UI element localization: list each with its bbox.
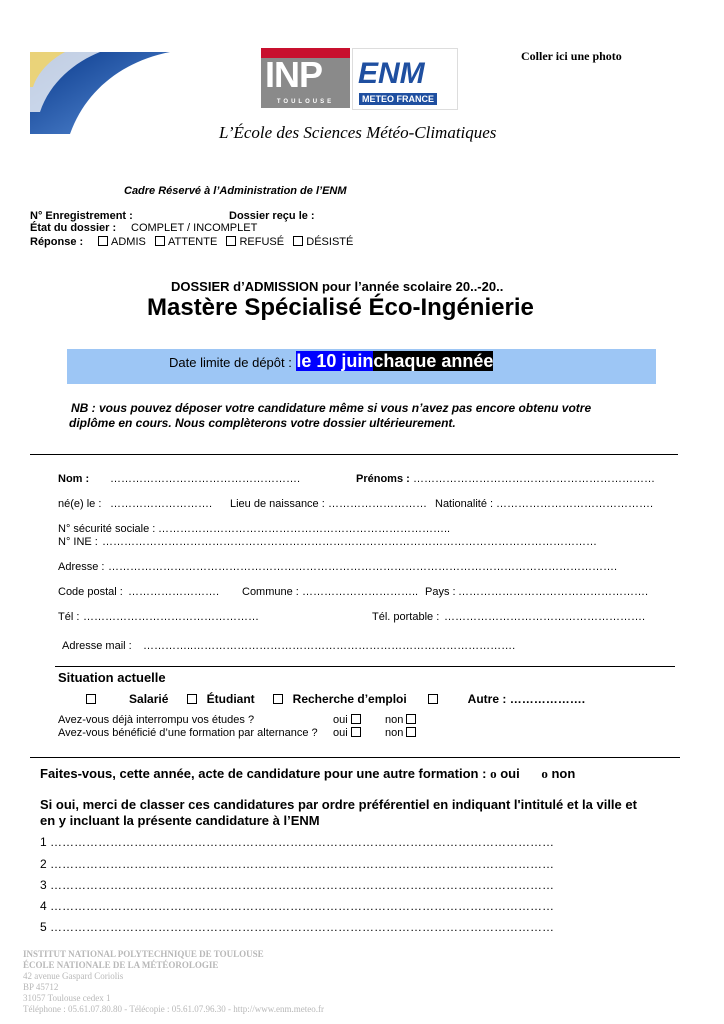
deadline-suffix: chaque année [373,351,494,371]
enm-logo-text: ENM [358,57,425,90]
ranking-field: ……………………………………………………………………………………………………………… [50,920,555,934]
ranking-line-2[interactable] [40,857,554,871]
radio-icon: o [490,766,497,781]
ine-field[interactable]: ……………………………………………………………………………………………………………………… [102,536,597,548]
footer-line-3: 42 avenue Gaspard Coriolis [23,971,124,981]
checkbox-icon [428,694,438,704]
instruction-line-2: en y incluant la présente candidature à l’ENM [40,813,320,828]
interrupted-non[interactable] [385,714,419,726]
divider [55,666,675,667]
postal-code-label: Code postal : [58,586,123,598]
other-question [40,766,575,782]
other-non-label: non [551,766,576,781]
email-field[interactable]: …………..……………………………………………………………………………. [143,640,516,652]
status-value: COMPLET / INCOMPLET [131,222,258,234]
ranking-field: ……………………………………………………………………………………………………………… [50,857,555,871]
inp-logo-text: INP [265,54,323,95]
checkbox-icon [351,727,361,737]
email-label: Adresse mail : [62,640,132,652]
situation-autre[interactable] [428,692,585,706]
response-admis-label: ADMIS [111,236,146,248]
country-label: Pays : [425,586,456,598]
nom-field[interactable]: ……………………………………………. [110,473,301,485]
ranking-field: ……………………………………………………………………………………………………………… [50,835,555,849]
deadline-label: Date limite de dépôt : [169,355,292,370]
inp-logo-subtext: TOULOUSE [276,99,335,105]
swirl-logo [30,52,175,137]
response-attente[interactable] [155,236,217,248]
response-desiste-label: DÉSISTÉ [306,236,354,248]
response-refuse[interactable] [226,236,284,248]
ranking-number: 5 [40,920,47,934]
ranking-line-3[interactable] [40,878,554,892]
checkbox-icon [155,236,165,246]
inp-logo [261,48,350,108]
nationality-field[interactable]: ……………………………………. [496,498,654,510]
page-title: Mastère Spécialisé Éco-Ingénierie [147,294,534,321]
mobile-field[interactable]: ………………………………………………. [444,611,646,623]
admin-title: Cadre Réservé à l’Administration de l’ENM [124,185,347,197]
prenoms-field[interactable]: ………………………………………………………… [413,473,655,485]
phone-field[interactable]: ………………………………………… [83,611,259,623]
city-label: Commune : [242,586,299,598]
response-attente-label: ATTENTE [168,236,218,248]
secu-label: N° sécurité sociale : [58,523,156,535]
birthplace-field[interactable]: ……………………… [328,498,427,510]
ranking-line-4[interactable] [40,899,554,913]
alternance-oui[interactable] [333,727,364,739]
interrupted-oui[interactable] [333,714,364,726]
other-oui-label: oui [500,766,520,781]
checkbox-icon [293,236,303,246]
enm-logo [352,48,458,110]
deadline-date: le 10 juin [296,351,374,371]
divider [30,757,680,758]
checkbox-icon [98,236,108,246]
checkbox-icon [406,714,416,724]
situation-recherche-label: Recherche d’emploi [292,692,407,706]
instruction-line-1: Si oui, merci de classer ces candidatures par ordre préférentiel en indiquant l'intitulé et la ville et [40,797,637,812]
mobile-label: Tél. portable : [372,611,440,623]
birthdate-field[interactable]: ………………………. [110,498,213,510]
secu-field[interactable]: …………………………………………………………………….. [158,523,451,535]
checkbox-icon [86,694,96,704]
situation-autre-field[interactable]: ………………. [509,692,586,706]
footer-line-6: Téléphone : 05.61.07.80.80 - Télécopie : 05.61.07.96.30 - http://www.enm.meteo.fr [23,1004,324,1014]
address-label: Adresse : [58,561,105,573]
checkbox-icon [406,727,416,737]
received-label: Dossier reçu le : [229,210,315,222]
status-label: État du dossier : [30,222,117,234]
phone-label: Tél : [58,611,80,623]
radio-icon: o [541,766,548,781]
response-refuse-label: REFUSÉ [239,236,285,248]
interrupted-non-label: non [385,714,404,726]
nb-line-2: diplôme en cours. Nous complèterons votre dossier ultérieurement. [69,416,456,430]
other-non[interactable] [541,766,575,781]
interrupted-oui-label: oui [333,714,348,726]
photo-label: Coller ici une photo [521,49,622,63]
birthplace-label: Lieu de naissance : [230,498,325,510]
footer [23,949,324,1015]
school-tagline: L’École des Sciences Météo-Climatiques [219,123,497,142]
postal-code-field[interactable]: ……………………. [128,586,220,598]
footer-line-5: 31057 Toulouse cedex 1 [23,993,111,1003]
nom-label: Nom : [58,473,90,485]
country-field[interactable]: ……………………………………………. [458,586,649,598]
response-desiste[interactable] [293,236,353,248]
ranking-number: 4 [40,899,47,913]
address-field[interactable]: …………………………………………………………………………………………………………………………. [108,561,618,573]
checkbox-icon [187,694,197,704]
footer-line-2: ÉCOLE NATIONALE DE LA MÉTÉOROLOGIE [23,960,219,970]
alternance-non[interactable] [385,727,419,739]
ranking-field: ……………………………………………………………………………………………………………… [50,899,555,913]
checkbox-icon [273,694,283,704]
situation-salarie-label: Salarié [129,692,169,706]
deadline-line [169,351,493,372]
ranking-line-5[interactable] [40,920,554,934]
situation-etudiant-label: Étudiant [206,692,255,706]
checkbox-icon [226,236,236,246]
alternance-oui-label: oui [333,727,348,739]
ranking-number: 3 [40,878,47,892]
ranking-line-1[interactable] [40,835,554,849]
response-options [98,236,353,248]
nationality-label: Nationalité : [435,498,494,510]
birthdate-label: né(e) le : [58,498,102,510]
footer-line-1: INSTITUT NATIONAL POLYTECHNIQUE DE TOULOUSE [23,949,264,959]
prenoms-label: Prénoms : [356,473,410,485]
alternance-non-label: non [385,727,404,739]
enm-logo-subtext: METEO FRANCE [359,93,437,105]
situation-salarie[interactable] [86,692,168,706]
situation-autre-label: Autre : [467,692,507,706]
situation-etudiant[interactable] [187,692,255,706]
city-field[interactable]: ………………………….. [302,586,419,598]
question-alternance: Avez-vous bénéficié d’une formation par alternance ? [58,727,318,739]
other-oui[interactable] [490,766,520,781]
response-label: Réponse : [30,236,84,248]
ranking-number: 2 [40,857,47,871]
ranking-field: ……………………………………………………………………………………………………………… [50,878,555,892]
nb-line-1: NB : vous pouvez déposer votre candidature même si vous n’avez pas encore obtenu votre [71,401,592,415]
question-interrupted: Avez-vous déjà interrompu vos études ? [58,714,255,726]
checkbox-icon [351,714,361,724]
ranking-number: 1 [40,835,47,849]
divider [30,454,678,455]
other-question-text: Faites-vous, cette année, acte de candidature pour une autre formation : [40,766,487,781]
footer-line-4: BP 45712 [23,982,59,992]
situation-recherche[interactable] [273,692,407,706]
year-line: DOSSIER d’ADMISSION pour l’année scolaire 20..-20.. [171,279,504,294]
situation-title: Situation actuelle [58,670,166,685]
response-admis[interactable] [98,236,146,248]
ine-label: N° INE : [58,536,98,548]
registration-label: N° Enregistrement : [30,210,133,222]
